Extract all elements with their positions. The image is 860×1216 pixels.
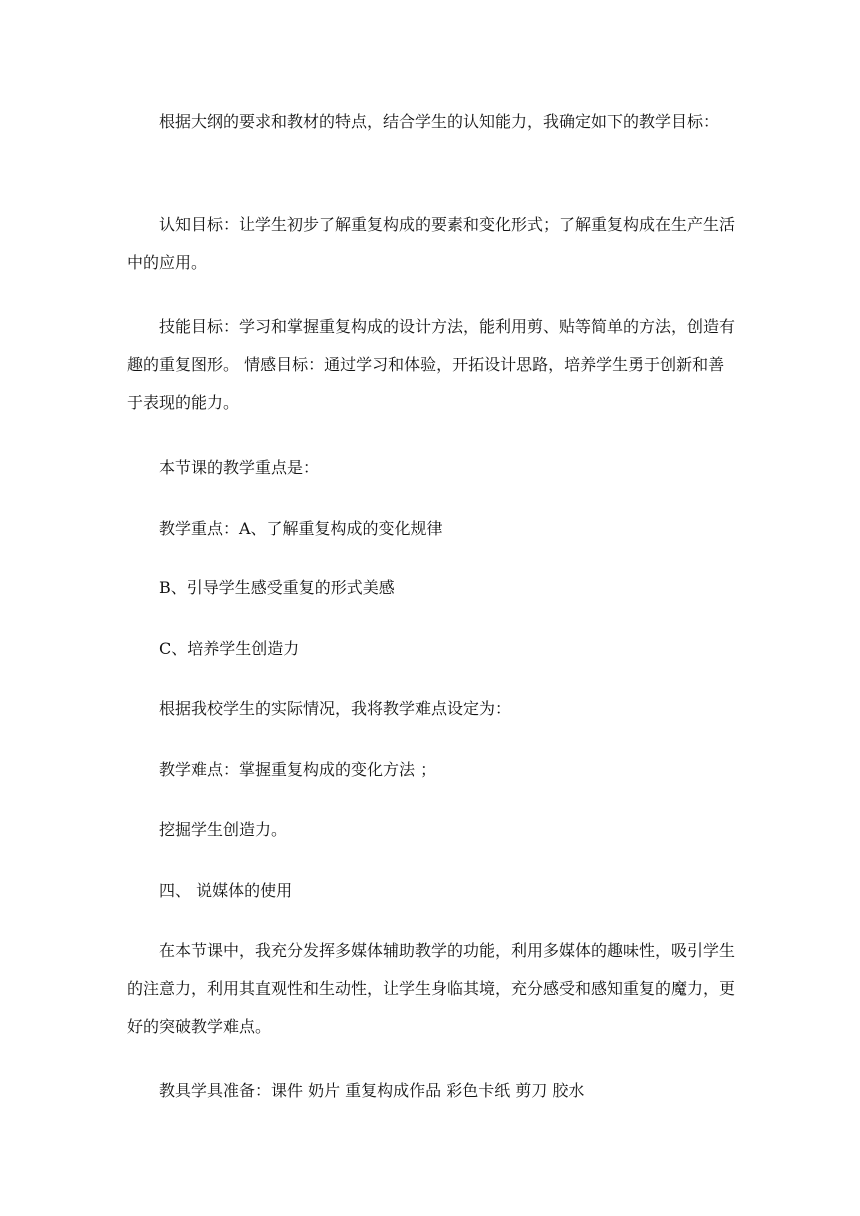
paragraph-difficulty-2: 挖掘学生创造力。	[159, 820, 288, 839]
section-heading-media: 四、 说媒体的使用	[159, 881, 293, 900]
paragraph-skill-emotion-goals: 技能目标：学习和掌握重复构成的设计方法，能利用剪、贴等简单的方法，创造有趣的重复图形。 情感目标：通过学习和体验，开拓设计思路，培养学生勇于创新和善于表现的能力。	[127, 317, 736, 412]
paragraph-difficulty-intro: 根据我校学生的实际情况，我将教学难点设定为：	[159, 699, 512, 718]
paragraph-key-point-c: C、培养学生创造力	[159, 639, 300, 658]
paragraph-key-point-a: 教学重点：A、了解重复构成的变化规律	[159, 519, 443, 538]
paragraph-key-point-b: B、引导学生感受重复的形式美感	[159, 578, 395, 597]
paragraph-key-points-intro: 本节课的教学重点是：	[159, 458, 320, 477]
paragraph-difficulty-1: 教学难点：掌握重复构成的变化方法 ；	[159, 760, 437, 779]
paragraph-teaching-materials: 教具学具准备：课件 奶片 重复构成作品 彩色卡纸 剪刀 胶水	[159, 1081, 585, 1100]
paragraph-media-usage: 在本节课中，我充分发挥多媒体辅助教学的功能，利用多媒体的趣味性，吸引学生的注意力，利用其直观性和生动性，让学生身临其境，充分感受和感知重复的魔力，更好的突破教学难点。	[127, 941, 736, 1036]
paragraph-teaching-goals-intro: 根据大纲的要求和教材的特点，结合学生的认知能力，我确定如下的教学目标：	[159, 112, 720, 131]
paragraph-cognitive-goal: 认知目标：让学生初步了解重复构成的要素和变化形式；了解重复构成在生产生活中的应用。	[127, 215, 736, 272]
